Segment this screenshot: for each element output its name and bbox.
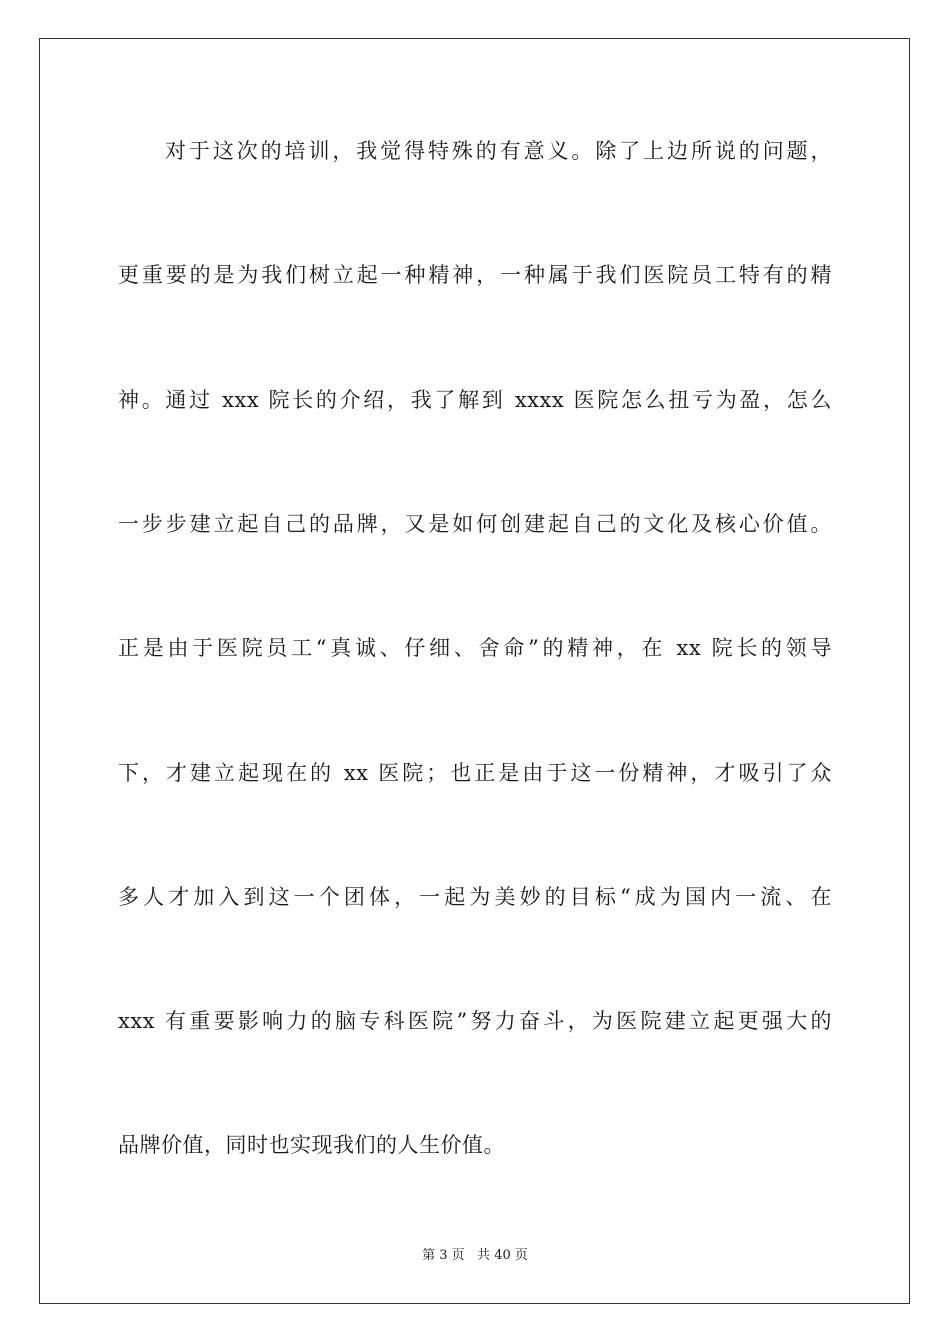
paragraph-line-1: 对于这次的培训，我觉得特殊的有意义。除了上边所说的问题， — [165, 139, 832, 163]
paragraph-line-4: 一步步建立起自己的品牌，又是如何创建起自己的文化及核心价值。 — [118, 512, 832, 536]
page-number-footer: 第 3 页 共 40 页 — [422, 1248, 528, 1263]
paragraph-line-8: xxx 有重要影响力的脑专科医院”努力奋斗，为医院建立起更强大的 — [118, 1009, 832, 1033]
paragraph-line-9: 品牌价值，同时也实现我们的人生价值。 — [118, 1133, 505, 1157]
paragraph-line-5: 正是由于医院员工“真诚、仔细、舍命”的精神，在 xx 院长的领导 — [118, 636, 832, 660]
page-border — [39, 38, 910, 1304]
paragraph-line-6: 下，才建立起现在的 xx 医院；也正是由于这一份精神，才吸引了众 — [118, 761, 832, 785]
paragraph-line-7: 多人才加入到这一个团体，一起为美妙的目标“成为国内一流、在 — [118, 885, 832, 909]
paragraph-line-2: 更重要的是为我们树立起一种精神，一种属于我们医院员工特有的精 — [118, 263, 832, 287]
paragraph-line-3: 神。通过 xxx 院长的介绍，我了解到 xxxx 医院怎么扭亏为盈，怎么 — [118, 388, 832, 412]
